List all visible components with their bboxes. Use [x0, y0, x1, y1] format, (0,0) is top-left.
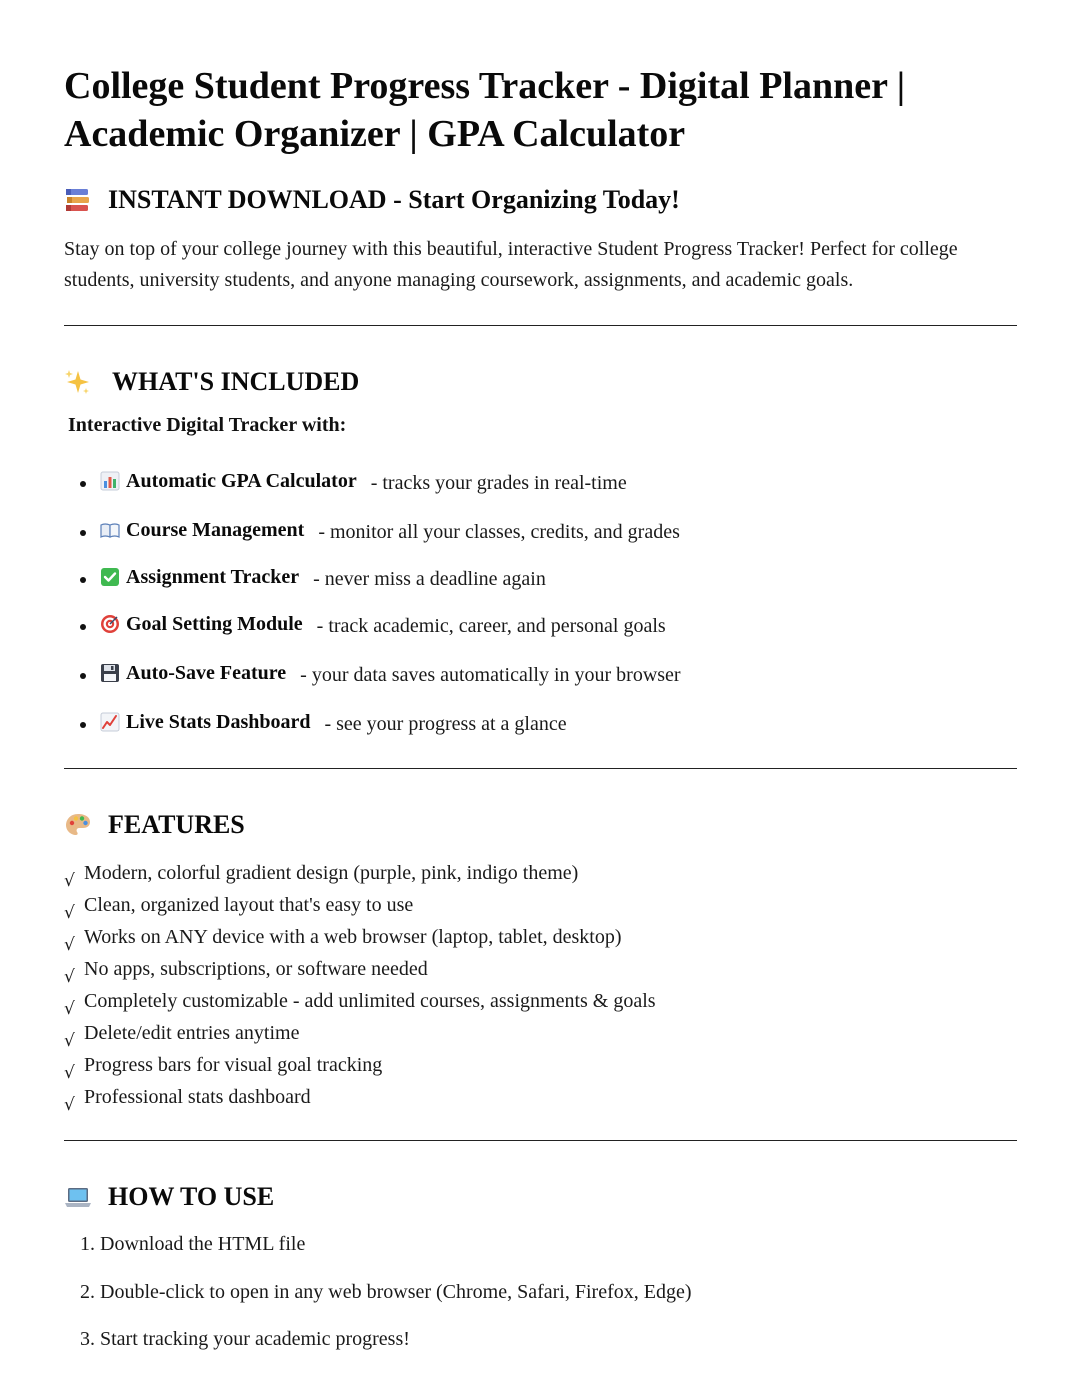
- check-icon: √: [64, 999, 75, 1019]
- bullet: [80, 722, 86, 728]
- features-heading: FEATURES: [108, 810, 245, 839]
- open-book-icon: [100, 520, 120, 540]
- item-label: Assignment Tracker: [126, 565, 300, 588]
- intro-heading: INSTANT DOWNLOAD - Start Organizing Today!: [108, 185, 680, 214]
- feature-text: Professional stats dashboard: [84, 1085, 311, 1108]
- list-item: [64, 890, 414, 923]
- list-item: [64, 1082, 311, 1115]
- feature-text: Clean, organized layout that's easy to use: [84, 893, 414, 916]
- list-item: [80, 609, 666, 639]
- item-description: - monitor all your classes, credits, and grades: [318, 520, 680, 543]
- feature-text: Progress bars for visual goal tracking: [84, 1053, 383, 1076]
- bullet: [80, 624, 86, 630]
- list-item: 2. Double-click to open in any web browser (Chrome, Safari, Firefox, Edge): [80, 1281, 692, 1303]
- list-item: 1. Download the HTML file: [80, 1233, 306, 1255]
- divider: [64, 768, 1017, 769]
- list-item: [80, 466, 627, 496]
- item-description: - never miss a deadline again: [313, 567, 546, 590]
- target-icon: [100, 614, 120, 634]
- item-label: Automatic GPA Calculator: [126, 469, 357, 492]
- item-label: Course Management: [126, 518, 305, 541]
- included-subheading: Interactive Digital Tracker with:: [68, 414, 347, 436]
- list-item: [64, 858, 579, 891]
- list-item: [80, 658, 681, 688]
- intro-header: [64, 180, 1017, 220]
- floppy-disk-icon: [100, 663, 120, 683]
- list-item: [64, 1050, 383, 1083]
- feature-text: Delete/edit entries anytime: [84, 1021, 300, 1044]
- check-icon: √: [64, 903, 75, 923]
- list-item: [80, 515, 680, 545]
- bullet: [80, 577, 86, 583]
- list-item: [64, 1018, 300, 1051]
- page-title: College Student Progress Tracker - Digital Planner | Academic Organizer | GPA Calculator: [64, 65, 906, 155]
- feature-text: No apps, subscriptions, or software needed: [84, 957, 428, 980]
- item-description: - your data saves automatically in your browser: [300, 663, 681, 686]
- item-label: Live Stats Dashboard: [126, 710, 311, 733]
- item-label: Goal Setting Module: [126, 612, 303, 635]
- item-description: - tracks your grades in real-time: [370, 471, 627, 494]
- laptop-icon: [64, 1183, 92, 1211]
- books-icon: [64, 186, 92, 214]
- included-heading: WHAT'S INCLUDED: [112, 367, 360, 396]
- trend-chart-icon: [100, 712, 120, 732]
- palette-icon: [64, 811, 92, 839]
- feature-text: Completely customizable - add unlimited courses, assignments & goals: [84, 989, 656, 1012]
- intro-paragraph: Stay on top of your college journey with this beautiful, interactive Student Progress Tracker! Perfect for college students, university students, and anyone managing coursework, assignments, and academic goals.: [64, 238, 958, 291]
- bullet: [80, 530, 86, 536]
- howto-header: [64, 1177, 1017, 1217]
- features-header: [64, 805, 1017, 845]
- bullet: [80, 673, 86, 679]
- feature-text: Works on ANY device with a web browser (laptop, tablet, desktop): [84, 925, 622, 948]
- divider: [64, 325, 1017, 326]
- check-icon: √: [64, 1031, 75, 1051]
- check-icon: √: [64, 871, 75, 891]
- check-icon: √: [64, 1095, 75, 1115]
- item-label: Auto-Save Feature: [126, 661, 287, 684]
- list-item: [64, 954, 428, 987]
- bullet: [80, 481, 86, 487]
- check-box-icon: [100, 567, 120, 587]
- divider: [64, 1140, 1017, 1141]
- list-item: [80, 707, 567, 737]
- list-item: [80, 562, 546, 592]
- howto-heading: HOW TO USE: [108, 1182, 275, 1211]
- bar-chart-icon: [100, 471, 120, 491]
- sparkles-icon: [64, 368, 92, 396]
- item-description: - see your progress at a glance: [324, 712, 567, 735]
- check-icon: √: [64, 967, 75, 987]
- list-item: [64, 986, 656, 1019]
- list-item: 3. Start tracking your academic progress!: [80, 1328, 410, 1350]
- check-icon: √: [64, 1063, 75, 1083]
- feature-text: Modern, colorful gradient design (purple, pink, indigo theme): [84, 861, 579, 884]
- included-header: [64, 362, 1017, 402]
- check-icon: √: [64, 935, 75, 955]
- list-item: [64, 922, 622, 955]
- item-description: - track academic, career, and personal goals: [316, 614, 666, 637]
